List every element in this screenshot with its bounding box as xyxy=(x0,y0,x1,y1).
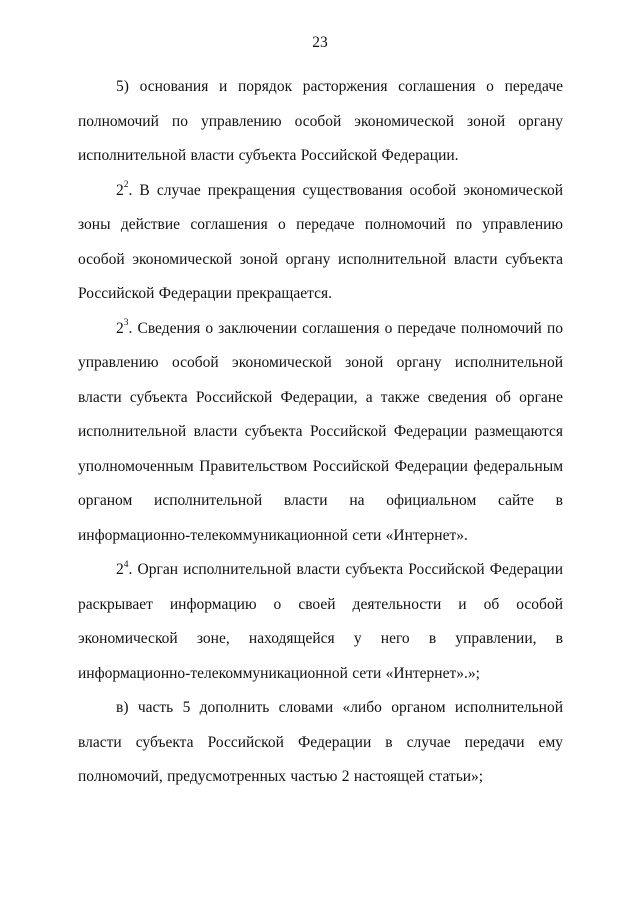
document-body xyxy=(78,70,563,795)
paragraph-number-base: 2 xyxy=(116,561,124,578)
paragraph-text: 5) основания и порядок расторжения соглашения о передаче полномочий по управлению особой экономической зоной органу исполнительной власти субъекта Российской Федерации. xyxy=(78,78,563,164)
paragraph-number xyxy=(116,561,129,578)
paragraph-item-5 xyxy=(78,70,563,174)
paragraph-text: в) часть 5 дополнить словами «либо органом исполнительной власти субъекта Российской Федерации в случае передачи ему полномочий, предусмотренных частью 2 настоящей статьи»; xyxy=(78,699,563,785)
paragraph-number-superscript: 3 xyxy=(123,318,129,329)
paragraph-number xyxy=(116,182,129,199)
paragraph-number-superscript: 2 xyxy=(123,180,129,191)
page-number: 23 xyxy=(312,34,328,51)
paragraph-item-v xyxy=(78,691,563,795)
paragraph-number-base: 2 xyxy=(116,181,124,199)
paragraph-2-4 xyxy=(78,553,563,691)
paragraph-number xyxy=(116,320,129,337)
paragraph-text: . В случае прекращения существования особой экономической зоны действие соглашения о передаче полномочий по управлению особой экономической зоной органу исполнительной власти субъекта Российской Федерации прекращается. xyxy=(78,181,563,302)
paragraph-2-2 xyxy=(78,174,563,312)
paragraph-text: . Орган исполнительной власти субъекта Российской Федерации раскрывает информацию о своей деятельности и об особой экономической зоне, находящейся у него в управлении, в информационно-телекоммуникационной сети «Интернет».»; xyxy=(78,561,563,682)
paragraph-number-superscript: 4 xyxy=(123,559,129,570)
paragraph-text: . Сведения о заключении соглашения о передаче полномочий по управлению особой экономической зоной органу исполнительной власти субъекта Российской Федерации, а также сведения об органе исполнительной власти субъекта Российской Федерации размещаются уполномоченным Правительством Российской Федерации федеральным органом исполнительной власти на официальном сайте в информационно-телекоммуникационной сети «Интернет». xyxy=(78,319,563,544)
paragraph-number-base: 2 xyxy=(116,319,124,337)
paragraph-2-3 xyxy=(78,312,563,554)
